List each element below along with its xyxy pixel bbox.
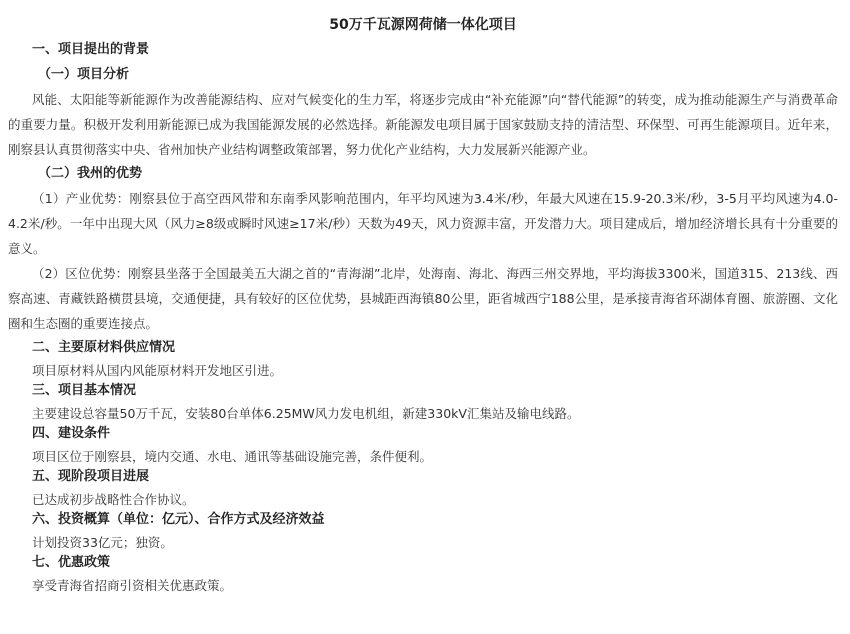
paragraph-location-advantage: （2）区位优势：刚察县坐落于全国最美五大湖之首的“青海湖”北岸，处海南、海北、海西三州交界地，平均海拔3300米，国道315、213线、西察高速、青藏铁路横贯县境，交通便捷，具有较好的区位优势，县城距西海镇80公里，距省城西宁188公里，是承接青海省环湖体育圈、旅游圈、文化圈和生态圈的重要连接点。 [8, 266, 838, 331]
section-heading: 四、建设条件 [32, 426, 111, 441]
section-text: 项目原材料从国内风能原材料开发地区引进。 [32, 363, 283, 378]
section-heading: 一、项目提出的背景 [32, 42, 150, 57]
section-background [8, 42, 838, 336]
section-heading: 五、现阶段项目进展 [32, 469, 150, 484]
document-title: 50万千瓦源网荷储一体化项目 [329, 17, 517, 33]
section-text: 享受青海省招商引资相关优惠政策。 [32, 578, 233, 593]
section-text: 项目区位于刚察县，境内交通、水电、通讯等基础设施完善，条件便利。 [32, 449, 433, 464]
paragraph-project-analysis: 风能、太阳能等新能源作为改善能源结构、应对气候变化的生力军，将逐步完成由“补充能源”向“替代能源”的转变，成为推动能源生产与消费革命的重要力量。积极开发利用新能源已成为我国能源发展的必然选择。新能源发电项目属于国家鼓励支持的清洁型、环保型、可再生能源项目。近年来，刚察县认真贯彻落实中央、省州加快产业结构调整政策部署，努力优化产业结构，大力发展新兴能源产业。 [8, 92, 838, 157]
section-text: 已达成初步战略性合作协议。 [32, 492, 195, 507]
section-text: 主要建设总容量50万千瓦，安装80台单体6.25MW风力发电机组，新建330kV汇集站及输电线路。 [32, 406, 580, 421]
subsection-heading: （二）我州的优势 [38, 166, 143, 181]
section-heading: 七、优惠政策 [32, 555, 111, 570]
subsection-heading: （一）项目分析 [38, 67, 130, 82]
section-heading: 二、主要原材料供应情况 [32, 340, 176, 355]
paragraph-industry-advantage: （1）产业优势：刚察县位于高空西风带和东南季风影响范围内，年平均风速为3.4米/秒，年最大风速在15.9-20.3米/秒，3-5月平均风速为4.0-4.2米/秒。一年中出现大风（风力≥8级或瞬时风速≥17米/秒）天数为49天，风力资源丰富，开发潜力大。项目建成后，增加经济增长具有十分重要的意义。 [8, 191, 838, 256]
section-heading: 三、项目基本情况 [32, 383, 137, 398]
section-text: 计划投资33亿元；独资。 [32, 535, 173, 550]
section-heading: 六、投资概算（单位：亿元）、合作方式及经济效益 [32, 512, 325, 527]
